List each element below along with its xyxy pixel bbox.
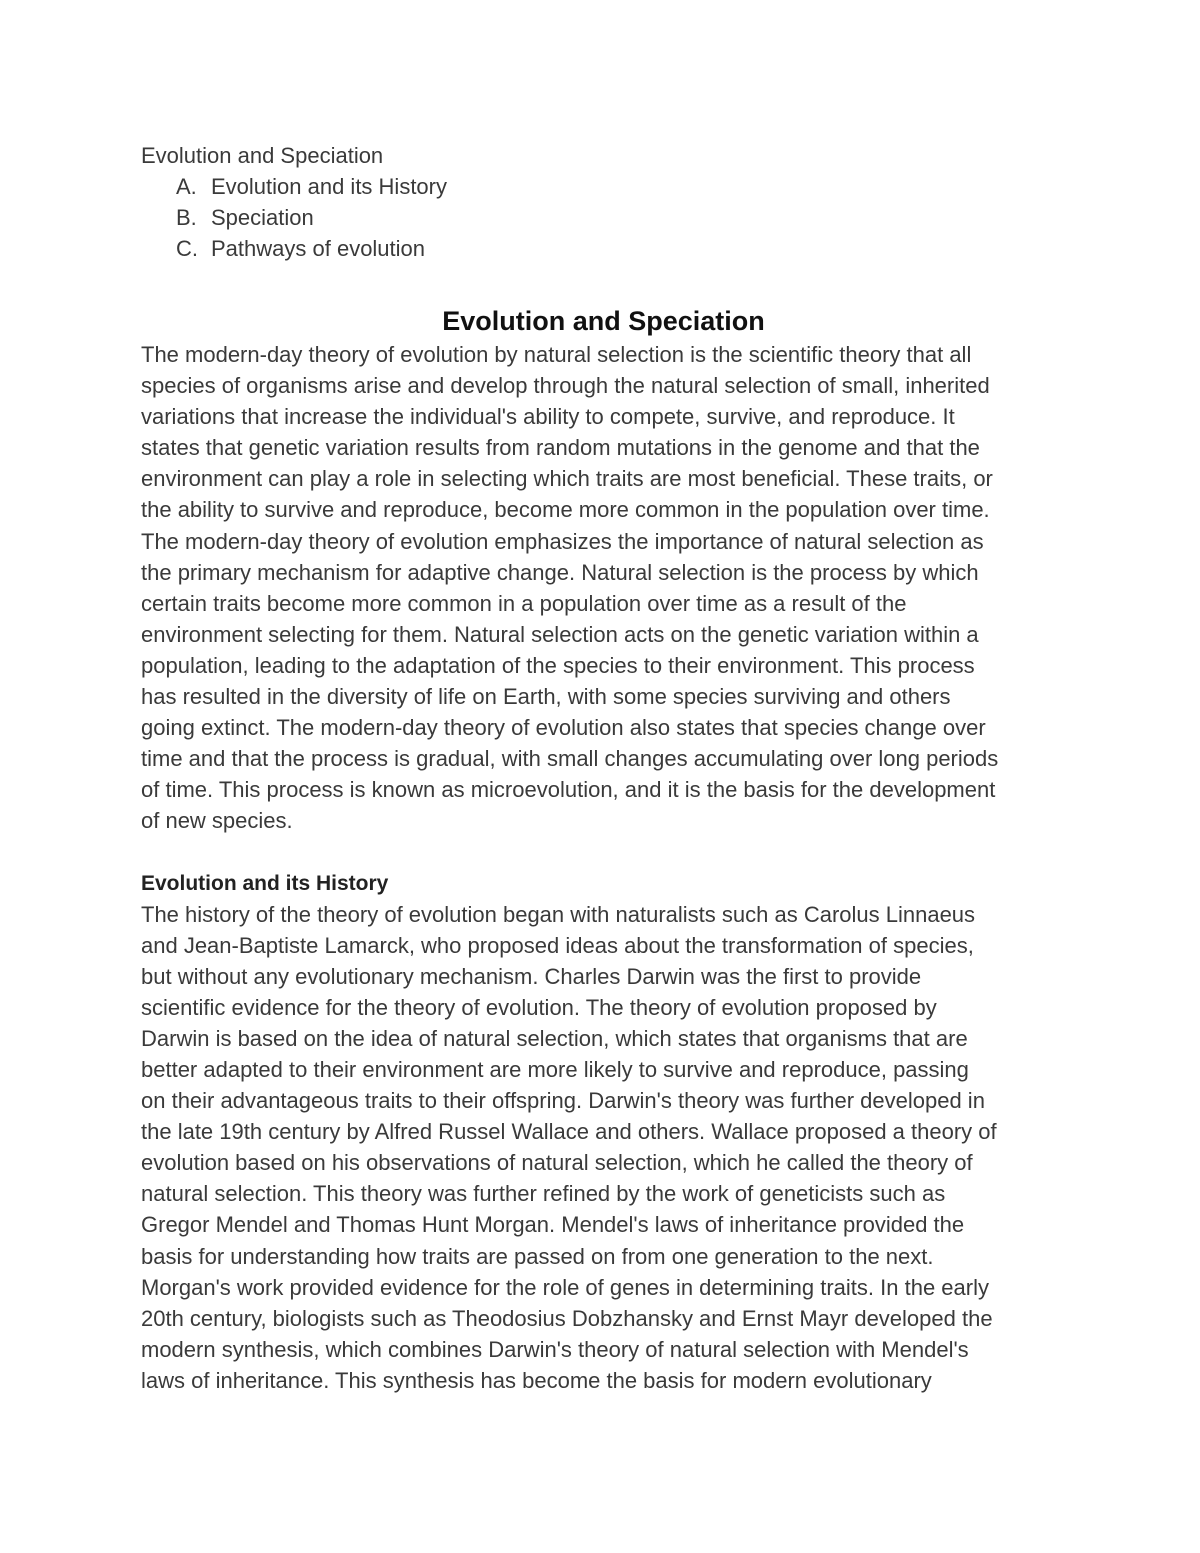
toc-item-speciation xyxy=(141,202,1066,233)
toc-item-pathways xyxy=(141,233,1066,264)
toc-marker: B. xyxy=(176,205,197,230)
document-page xyxy=(141,140,1066,1396)
toc-item-label: Speciation xyxy=(211,205,314,230)
history-paragraph: The history of the theory of evolution began with naturalists such as Carolus Linnaeus and Jean-Baptiste Lamarck, who proposed ideas about the transformation of species, but without any evolutionary mechanism. Charles Darwin was the first to provide scientific evidence for the theory of evolution. The theory of evolution proposed by Darwin is based on the idea of natural selection, which states that organisms that are better adapted to their environment are more likely to survive and reproduce, passing on their advantageous traits to their offspring. Darwin's theory was further developed in the late 19th century by Alfred Russel Wallace and others. Wallace proposed a theory of evolution based on his observations of natural selection, which he called the theory of natural selection. This theory was further refined by the work of geneticists such as Gregor Mendel and Thomas Hunt Morgan. Mendel's laws of inheritance provided the basis for understanding how traits are passed on from one generation to the next. Morgan's work provided evidence for the role of genes in determining traits. In the early 20th century, biologists such as Theodosius Dobzhansky and Ernst Mayr developed the modern synthesis, which combines Darwin's theory of natural selection with Mendel's laws of inheritance. This synthesis has become the basis for modern evolutionary xyxy=(141,901,997,1393)
document-title: Evolution and Speciation xyxy=(141,143,384,168)
toc-item-label: Evolution and its History xyxy=(211,174,447,199)
toc-item-evolution-history xyxy=(141,171,1066,202)
intro-paragraph: The modern-day theory of evolution by natural selection is the scientific theory that all species of organisms arise and develop through the natural selection of small, inherited variations that increase the individual's ability to compete, survive, and reproduce. It states that genetic variation results from random mutations in the genome and that the environment can play a role in selecting which traits are most beneficial. These traits, or the ability to survive and reproduce, become more common in the population over time. The modern-day theory of evolution emphasizes the importance of natural selection as the primary mechanism for adaptive change. Natural selection is the process by which certain traits become more common in a population over time as a result of the environment selecting for them. Natural selection acts on the genetic variation within a population, leading to the adaptation of the species to their environment. This process has resulted in the diversity of life on Earth, with some species surviving and others going extinct. The modern-day theory of evolution also states that species change over time and that the process is gradual, with small changes accumulating over long periods of time. This process is known as microevolution, and it is the basis for the development of new species. xyxy=(141,342,999,834)
table-of-contents xyxy=(141,171,1066,264)
toc-marker: C. xyxy=(176,236,198,261)
main-heading: Evolution and Speciation xyxy=(442,306,765,336)
toc-marker: A. xyxy=(176,174,197,199)
section-heading-history: Evolution and its History xyxy=(141,871,389,895)
toc-item-label: Pathways of evolution xyxy=(211,236,426,261)
